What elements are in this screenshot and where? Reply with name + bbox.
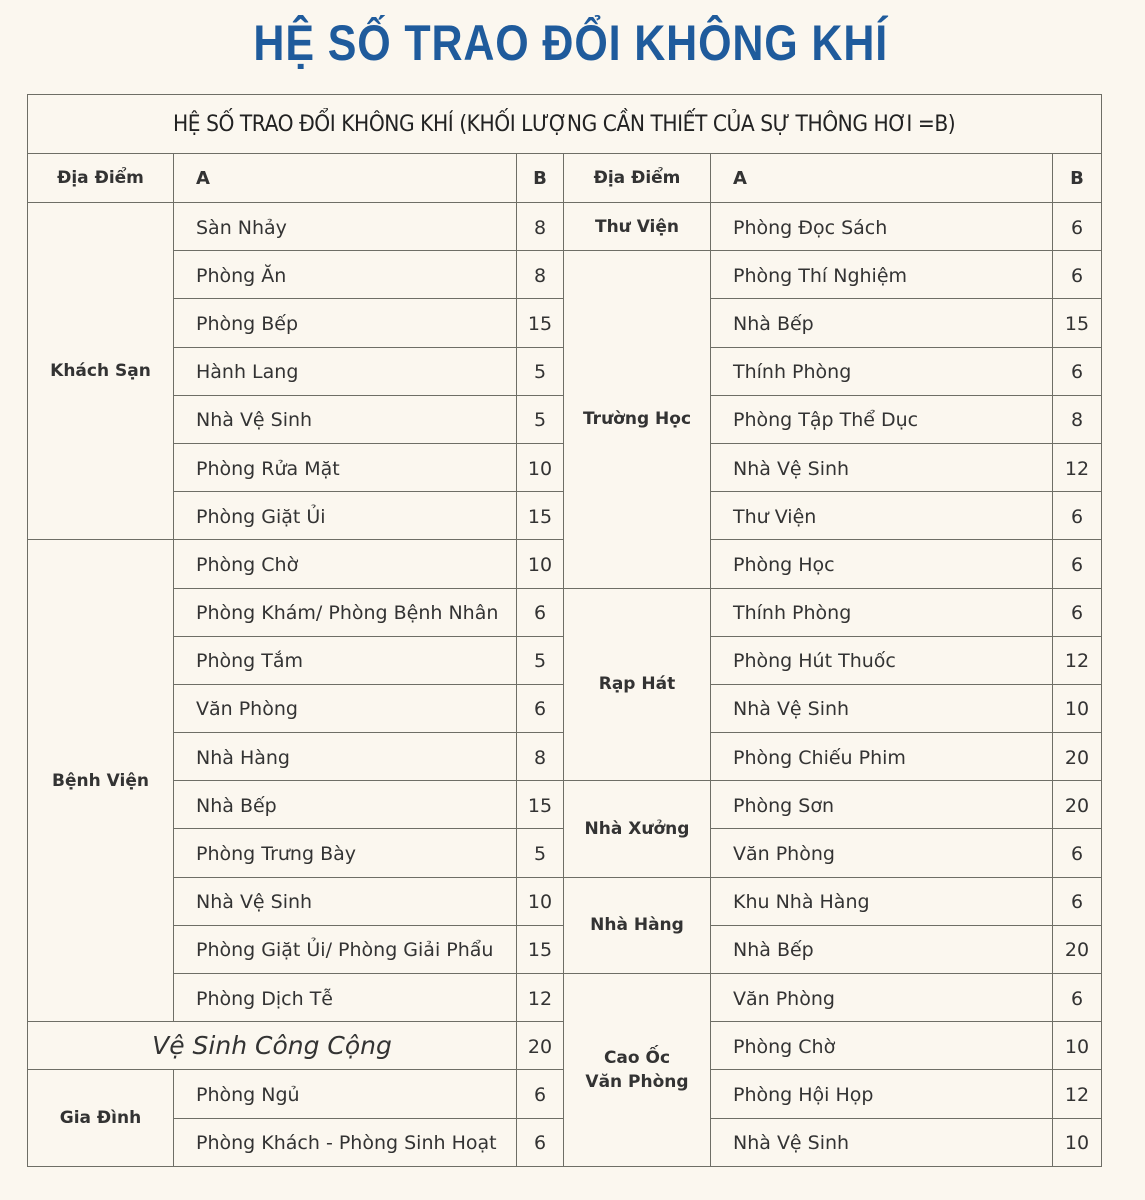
room-cell xyxy=(174,588,517,636)
header-location-left: Địa Điểm xyxy=(28,154,174,203)
b-value: 10 xyxy=(1064,698,1090,721)
b-value: 10 xyxy=(527,891,553,914)
b-value: 10 xyxy=(527,457,553,480)
header-location-right: Địa Điểm xyxy=(564,154,711,203)
b-value-cell xyxy=(1053,251,1102,299)
b-value-cell xyxy=(517,443,564,491)
room-cell xyxy=(174,781,517,829)
b-value: 6 xyxy=(533,698,547,721)
room-name: Nhà Bếp xyxy=(733,939,814,962)
b-value: 5 xyxy=(533,361,547,384)
b-value-cell xyxy=(1053,1022,1102,1070)
b-value: 15 xyxy=(527,312,553,335)
b-value: 6 xyxy=(533,1083,547,1106)
room-name: Phòng Chờ xyxy=(733,1035,836,1058)
room-name: Phòng Học xyxy=(733,553,835,576)
location-label: Rạp Hát xyxy=(598,674,676,695)
b-value-cell xyxy=(1053,1118,1102,1166)
location-cell-public-sanitation: Vệ Sinh Công Cộng xyxy=(28,1022,517,1070)
b-value-cell xyxy=(1053,203,1102,251)
room-name: Nhà Vệ Sinh xyxy=(733,457,850,480)
b-value: 8 xyxy=(533,746,547,769)
room-cell xyxy=(174,251,517,299)
table-row xyxy=(28,588,1102,636)
b-value-cell xyxy=(517,251,564,299)
b-value: 10 xyxy=(1064,1035,1090,1058)
location-line: Văn Phòng xyxy=(585,1071,689,1092)
room-cell xyxy=(711,492,1053,540)
room-name: Nhà Bếp xyxy=(196,794,277,817)
b-value: 20 xyxy=(1064,794,1090,817)
b-value: 5 xyxy=(533,650,547,673)
room-name: Phòng Tắm xyxy=(196,650,304,673)
location-cell xyxy=(28,203,174,540)
room-cell xyxy=(174,925,517,973)
location-cell xyxy=(564,251,711,588)
room-name: Văn Phòng xyxy=(733,843,835,866)
b-value: 20 xyxy=(1064,939,1090,962)
b-value-cell xyxy=(517,588,564,636)
b-value: 5 xyxy=(533,409,547,432)
b-value: 12 xyxy=(1064,650,1090,673)
b-value-cell xyxy=(1053,347,1102,395)
b-value-cell xyxy=(1053,492,1102,540)
b-value: 15 xyxy=(527,939,553,962)
location-label: Nhà Hàng xyxy=(590,915,684,936)
b-value-cell xyxy=(517,974,564,1022)
b-value-cell xyxy=(517,492,564,540)
room-name: Phòng Đọc Sách xyxy=(733,216,888,239)
room-name: Nhà Bếp xyxy=(733,312,814,335)
b-value: 6 xyxy=(1070,891,1084,914)
room-cell xyxy=(174,443,517,491)
room-cell xyxy=(174,636,517,684)
room-cell xyxy=(711,203,1053,251)
b-value: 15 xyxy=(1064,312,1090,335)
room-name: Phòng Khám/ Phòng Bệnh Nhân xyxy=(196,602,499,625)
b-value: 15 xyxy=(527,505,553,528)
b-value: 20 xyxy=(1064,746,1090,769)
b-value-cell xyxy=(1053,877,1102,925)
b-value: 8 xyxy=(533,264,547,287)
room-cell xyxy=(174,877,517,925)
b-value-cell xyxy=(1053,588,1102,636)
header-a-right: A xyxy=(711,154,1053,203)
b-value-cell xyxy=(517,829,564,877)
room-cell xyxy=(174,733,517,781)
room-name: Phòng Giặt Ủi/ Phòng Giải Phẩu xyxy=(196,939,494,962)
b-value: 20 xyxy=(527,1035,553,1058)
room-name: Nhà Hàng xyxy=(196,746,290,769)
room-name: Phòng Sơn xyxy=(733,794,834,817)
room-cell xyxy=(174,540,517,588)
room-cell xyxy=(174,1070,517,1118)
location-label: Thư Viện xyxy=(594,216,680,237)
room-name: Phòng Dịch Tễ xyxy=(196,987,333,1010)
b-value-cell xyxy=(517,636,564,684)
room-cell xyxy=(711,251,1053,299)
air-exchange-table xyxy=(27,94,1102,1167)
location-label: Nhà Xưởng xyxy=(584,818,690,839)
b-value: 15 xyxy=(527,794,553,817)
room-name: Phòng Chiếu Phim xyxy=(733,746,906,769)
b-value-cell xyxy=(1053,395,1102,443)
room-name: Phòng Hút Thuốc xyxy=(733,650,896,673)
b-value-cell xyxy=(517,203,564,251)
room-name: Khu Nhà Hàng xyxy=(733,891,870,914)
b-value: 6 xyxy=(1070,216,1084,239)
header-a-left: A xyxy=(174,154,517,203)
room-cell xyxy=(174,395,517,443)
b-value-cell xyxy=(517,877,564,925)
room-cell xyxy=(711,1022,1053,1070)
room-name: Phòng Giặt Ủi xyxy=(196,505,326,528)
room-cell xyxy=(174,492,517,540)
room-cell xyxy=(711,347,1053,395)
table-row xyxy=(28,877,1102,925)
location-label: Bệnh Viện xyxy=(52,770,149,791)
b-value: 6 xyxy=(533,1132,547,1155)
room-cell xyxy=(711,299,1053,347)
room-name: Thính Phòng xyxy=(733,602,852,625)
b-value-cell xyxy=(517,1022,564,1070)
location-label: Gia Đình xyxy=(59,1108,142,1129)
room-name: Phòng Tập Thể Dục xyxy=(733,409,919,432)
room-name: Nhà Vệ Sinh xyxy=(733,1132,850,1155)
room-name: Sàn Nhảy xyxy=(196,216,287,239)
b-value: 6 xyxy=(1070,987,1084,1010)
location-cell xyxy=(564,781,711,877)
room-cell xyxy=(174,829,517,877)
room-name: Văn Phòng xyxy=(196,698,298,721)
b-value-cell xyxy=(1053,299,1102,347)
room-name: Phòng Bếp xyxy=(196,312,299,335)
room-cell xyxy=(174,203,517,251)
room-name: Hành Lang xyxy=(196,361,299,384)
b-value-cell xyxy=(1053,781,1102,829)
room-name: Phòng Thí Nghiệm xyxy=(733,264,908,287)
b-value-cell xyxy=(1053,684,1102,732)
table-row xyxy=(28,251,1102,299)
b-value: 12 xyxy=(527,987,553,1010)
table-caption-text: HỆ SỐ TRAO ĐỔI KHÔNG KHÍ (KHỐI LƯỢNG CẦN THIẾT CỦA SỰ THÔNG HƠI =B) xyxy=(173,111,956,137)
b-value-cell xyxy=(1053,443,1102,491)
b-value: 6 xyxy=(1070,505,1084,528)
b-value-cell xyxy=(517,540,564,588)
room-cell xyxy=(711,925,1053,973)
b-value-cell xyxy=(517,1070,564,1118)
header-b-left: B xyxy=(517,154,564,203)
room-cell xyxy=(174,1118,517,1166)
b-value: 12 xyxy=(1064,1083,1090,1106)
b-value: 6 xyxy=(1070,553,1084,576)
b-value: 10 xyxy=(1064,1132,1090,1155)
b-value-cell xyxy=(1053,733,1102,781)
b-value-cell xyxy=(517,299,564,347)
location-cell xyxy=(28,540,174,1022)
room-cell xyxy=(711,829,1053,877)
location-cell xyxy=(564,588,711,781)
b-value-cell xyxy=(517,347,564,395)
header-b-right: B xyxy=(1053,154,1102,203)
room-name: Phòng Trưng Bày xyxy=(196,843,356,866)
b-value: 6 xyxy=(1070,843,1084,866)
room-name: Phòng Khách - Phòng Sinh Hoạt xyxy=(196,1132,497,1155)
b-value: 10 xyxy=(527,553,553,576)
table-caption xyxy=(28,95,1102,154)
table-row xyxy=(28,781,1102,829)
location-line: Cao Ốc xyxy=(603,1047,671,1068)
room-cell xyxy=(711,395,1053,443)
room-cell xyxy=(711,443,1053,491)
b-value-cell xyxy=(1053,974,1102,1022)
b-value-cell xyxy=(1053,1070,1102,1118)
room-cell xyxy=(174,347,517,395)
room-cell xyxy=(174,299,517,347)
room-cell xyxy=(711,540,1053,588)
room-name: Thư Viện xyxy=(733,505,817,528)
room-cell xyxy=(711,733,1053,781)
room-name: Nhà Vệ Sinh xyxy=(196,409,313,432)
b-value: 6 xyxy=(1070,264,1084,287)
location-cell xyxy=(564,877,711,973)
room-name: Phòng Chờ xyxy=(196,553,299,576)
room-name: Phòng Ngủ xyxy=(196,1083,300,1106)
room-cell xyxy=(711,877,1053,925)
location-label: Trường Học xyxy=(582,409,692,430)
b-value: 5 xyxy=(533,843,547,866)
page-title: HỆ SỐ TRAO ĐỔI KHÔNG KHÍ xyxy=(253,15,889,71)
room-cell xyxy=(711,781,1053,829)
table-row xyxy=(28,974,1102,1022)
room-name: Văn Phòng xyxy=(733,987,835,1010)
room-cell xyxy=(711,974,1053,1022)
b-value-cell xyxy=(517,1118,564,1166)
b-value: 8 xyxy=(533,216,547,239)
b-value-cell xyxy=(1053,636,1102,684)
b-value: 6 xyxy=(533,602,547,625)
b-value-cell xyxy=(1053,540,1102,588)
b-value-cell xyxy=(517,733,564,781)
b-value-cell xyxy=(517,781,564,829)
b-value-cell xyxy=(517,684,564,732)
table-row xyxy=(28,203,1102,251)
b-value: 6 xyxy=(1070,602,1084,625)
location-cell xyxy=(564,203,711,251)
room-name: Nhà Vệ Sinh xyxy=(733,698,850,721)
b-value-cell xyxy=(1053,829,1102,877)
room-cell xyxy=(711,588,1053,636)
room-name: Phòng Ăn xyxy=(196,264,287,287)
room-name: Phòng Rửa Mặt xyxy=(196,457,340,480)
b-value-cell xyxy=(517,395,564,443)
room-cell xyxy=(174,974,517,1022)
room-cell xyxy=(711,1070,1053,1118)
location-cell xyxy=(28,1070,174,1166)
room-cell xyxy=(174,684,517,732)
b-value: 6 xyxy=(1070,361,1084,384)
room-cell xyxy=(711,1118,1053,1166)
room-name: Nhà Vệ Sinh xyxy=(196,891,313,914)
room-cell xyxy=(711,684,1053,732)
b-value: 12 xyxy=(1064,457,1090,480)
b-value-cell xyxy=(1053,925,1102,973)
room-cell xyxy=(711,636,1053,684)
location-cell xyxy=(564,974,711,1167)
location-label: Khách Sạn xyxy=(50,361,151,382)
room-name: Phòng Hội Họp xyxy=(733,1083,874,1106)
b-value: 8 xyxy=(1070,409,1084,432)
b-value-cell xyxy=(517,925,564,973)
room-name: Thính Phòng xyxy=(733,361,852,384)
